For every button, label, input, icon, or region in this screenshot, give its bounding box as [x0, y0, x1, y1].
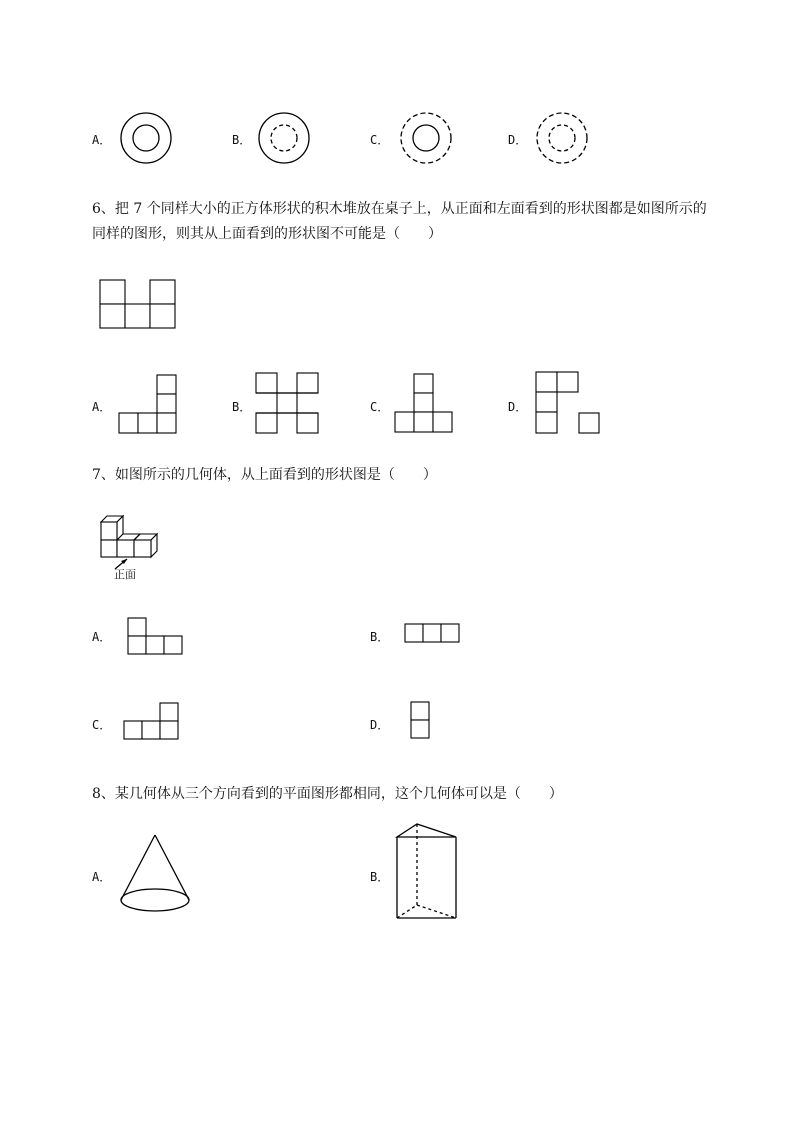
- q5-option-a-figure: [118, 112, 174, 168]
- q7-option-c-label: C．: [92, 718, 112, 732]
- q7-option-a-label: A．: [92, 630, 112, 644]
- q6-option-a-label: A．: [92, 400, 112, 414]
- q5-option-c-label: C．: [370, 133, 390, 147]
- q8-option-b-label: B．: [370, 870, 390, 884]
- q7-option-c-figure: [123, 702, 181, 742]
- q6-option-c-figure: [394, 373, 456, 435]
- q6-option-a-figure: [117, 374, 179, 436]
- q8-cone-figure: [118, 833, 194, 915]
- q6-option-d-label: D．: [508, 400, 528, 414]
- q6-question-line2: 同样的图形，则其从上面看到的形状图不可能是（ ）: [92, 226, 442, 242]
- q8-question: 8、某几何体从三个方向看到的平面图形都相同，这个几何体可以是（ ）: [92, 786, 563, 802]
- q5-option-d-label: D．: [508, 133, 528, 147]
- q7-option-d-label: D．: [370, 718, 390, 732]
- q6-option-b-label: B．: [232, 400, 252, 414]
- q5-option-a-label: A．: [92, 133, 112, 147]
- q8-prism-figure: [394, 821, 462, 925]
- q6-option-c-label: C．: [370, 400, 390, 414]
- q7-front-label: 正面: [114, 568, 136, 581]
- q7-option-a-figure: [127, 617, 185, 657]
- q5-option-c-figure: [398, 112, 454, 168]
- q5-option-d-figure: [534, 112, 590, 168]
- q6-option-d-figure: [535, 371, 603, 437]
- q5-option-b-figure: [256, 112, 312, 168]
- q5-option-b-label: B．: [232, 133, 252, 147]
- q6-option-b-figure: [255, 372, 321, 436]
- q7-option-b-figure: [404, 623, 462, 645]
- q7-question: 7、如图所示的几何体，从上面看到的形状图是（ ）: [92, 467, 437, 483]
- q6-reference-figure: [99, 279, 179, 331]
- q6-question-line1: 6、把 7 个同样大小的正方体形状的积木堆放在桌子上，从正面和左面看到的形状图都是如图所示的: [92, 201, 707, 217]
- q7-option-b-label: B．: [370, 630, 390, 644]
- q7-option-d-figure: [410, 701, 432, 741]
- q8-option-a-label: A．: [92, 870, 112, 884]
